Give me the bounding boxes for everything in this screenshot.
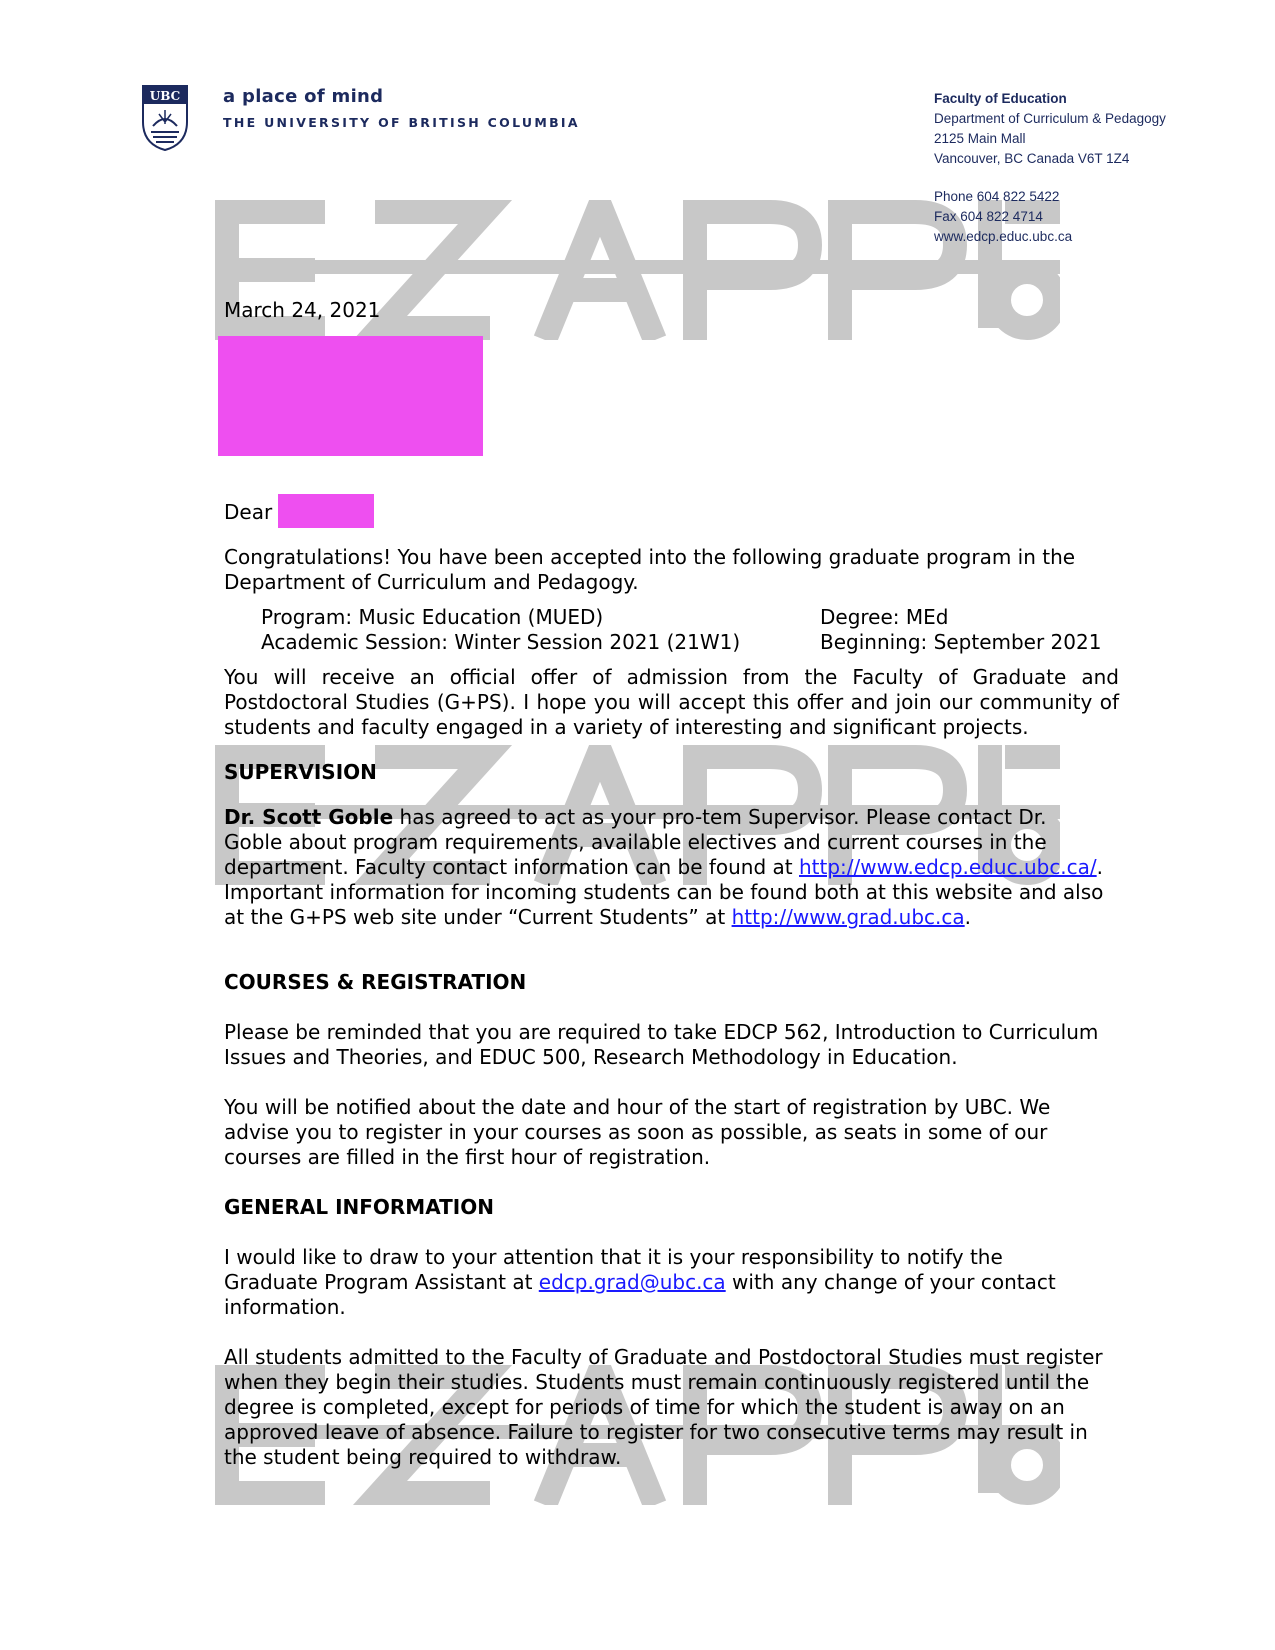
supervision-paragraph: [224, 805, 1109, 930]
program-line: Program: Music Education (MUED): [261, 605, 604, 629]
supervision-heading: SUPERVISION: [224, 760, 377, 784]
faculty-address-block: [934, 89, 1166, 247]
offer-paragraph: You will receive an official offer of admission from the Faculty of Graduate and Postdoctoral Studies (G+PS). I hope you will accept this offer and join our community of students and faculty engaged in a variety of interesting and significant projects.: [224, 665, 1119, 739]
supervisor-name: Dr. Scott Goble: [224, 805, 394, 829]
letter-date: March 24, 2021: [224, 298, 381, 322]
courses-heading: COURSES & REGISTRATION: [224, 970, 527, 994]
intro-paragraph: Congratulations! You have been accepted into the following graduate program in the Department of Curriculum and Pedagogy.: [224, 545, 1076, 594]
session-line: Academic Session: Winter Session 2021 (21W1): [261, 630, 741, 654]
salutation-text: Dear: [224, 500, 273, 524]
supervision-text-2: . Important information for incoming students can be found both at this website and also at the G+PS web site under “Current Students” at: [224, 855, 1104, 929]
redacted-name: [278, 494, 374, 528]
department-name: Department of Curriculum & Pedagogy: [934, 111, 1166, 126]
address-line2: Vancouver, BC Canada V6T 1Z4: [934, 151, 1130, 166]
phone-number: Phone 604 822 5422: [934, 189, 1060, 204]
general-text-1a: I would like to draw to your attention that it is your responsibility to notify the Graduate Program Assistant at: [224, 1245, 1003, 1294]
website: www.edcp.educ.ubc.ca: [934, 229, 1073, 244]
grad-website-link[interactable]: http://www.grad.ubc.ca: [731, 905, 965, 929]
university-name: THE UNIVERSITY OF BRITISH COLUMBIA: [223, 115, 580, 130]
crest-text: UBC: [149, 89, 181, 103]
redacted-address: [218, 336, 483, 456]
tagline: a place of mind: [223, 86, 384, 107]
general-heading: GENERAL INFORMATION: [224, 1195, 494, 1219]
grad-email-link[interactable]: edcp.grad@ubc.ca: [538, 1270, 726, 1294]
courses-paragraph-1: Please be reminded that you are required to take EDCP 562, Introduction to Curriculum Issues and Theories, and EDUC 500, Research Methodology in Education.: [224, 1020, 1099, 1069]
general-paragraph-2: All students admitted to the Faculty of Graduate and Postdoctoral Studies must register when they begin their studies. Students must remain continuously registered until the degree is completed, except for periods of time for which the student is away on an approved leave of absence. Failure to register for two consecutive terms may result in the student being required to withdraw.: [224, 1345, 1103, 1469]
address-line1: 2125 Main Mall: [934, 131, 1026, 146]
supervision-text-3: .: [964, 905, 972, 929]
fax-number: Fax 604 822 4714: [934, 209, 1043, 224]
degree-line: Degree: MEd: [820, 605, 949, 629]
supervision-text-1: has agreed to act as your pro-tem Supervisor. Please contact Dr. Goble about program requirements, available electives and current courses in the department. Faculty contact information can be found at: [224, 805, 1047, 879]
edcp-website-link[interactable]: http://www.edcp.educ.ubc.ca/: [799, 855, 1097, 879]
faculty-name: Faculty of Education: [934, 91, 1067, 106]
ubc-crest-logo: [141, 84, 189, 152]
general-text-1b: with any change of your contact information.: [224, 1270, 1056, 1319]
courses-paragraph-2: You will be notified about the date and hour of the start of registration by UBC. We advise you to register in your courses as soon as possible, as seats in some of our courses are filled in the first hour of registration.: [224, 1095, 1051, 1169]
general-paragraph-1: [224, 1245, 1094, 1320]
beginning-line: Beginning: September 2021: [820, 630, 1102, 654]
